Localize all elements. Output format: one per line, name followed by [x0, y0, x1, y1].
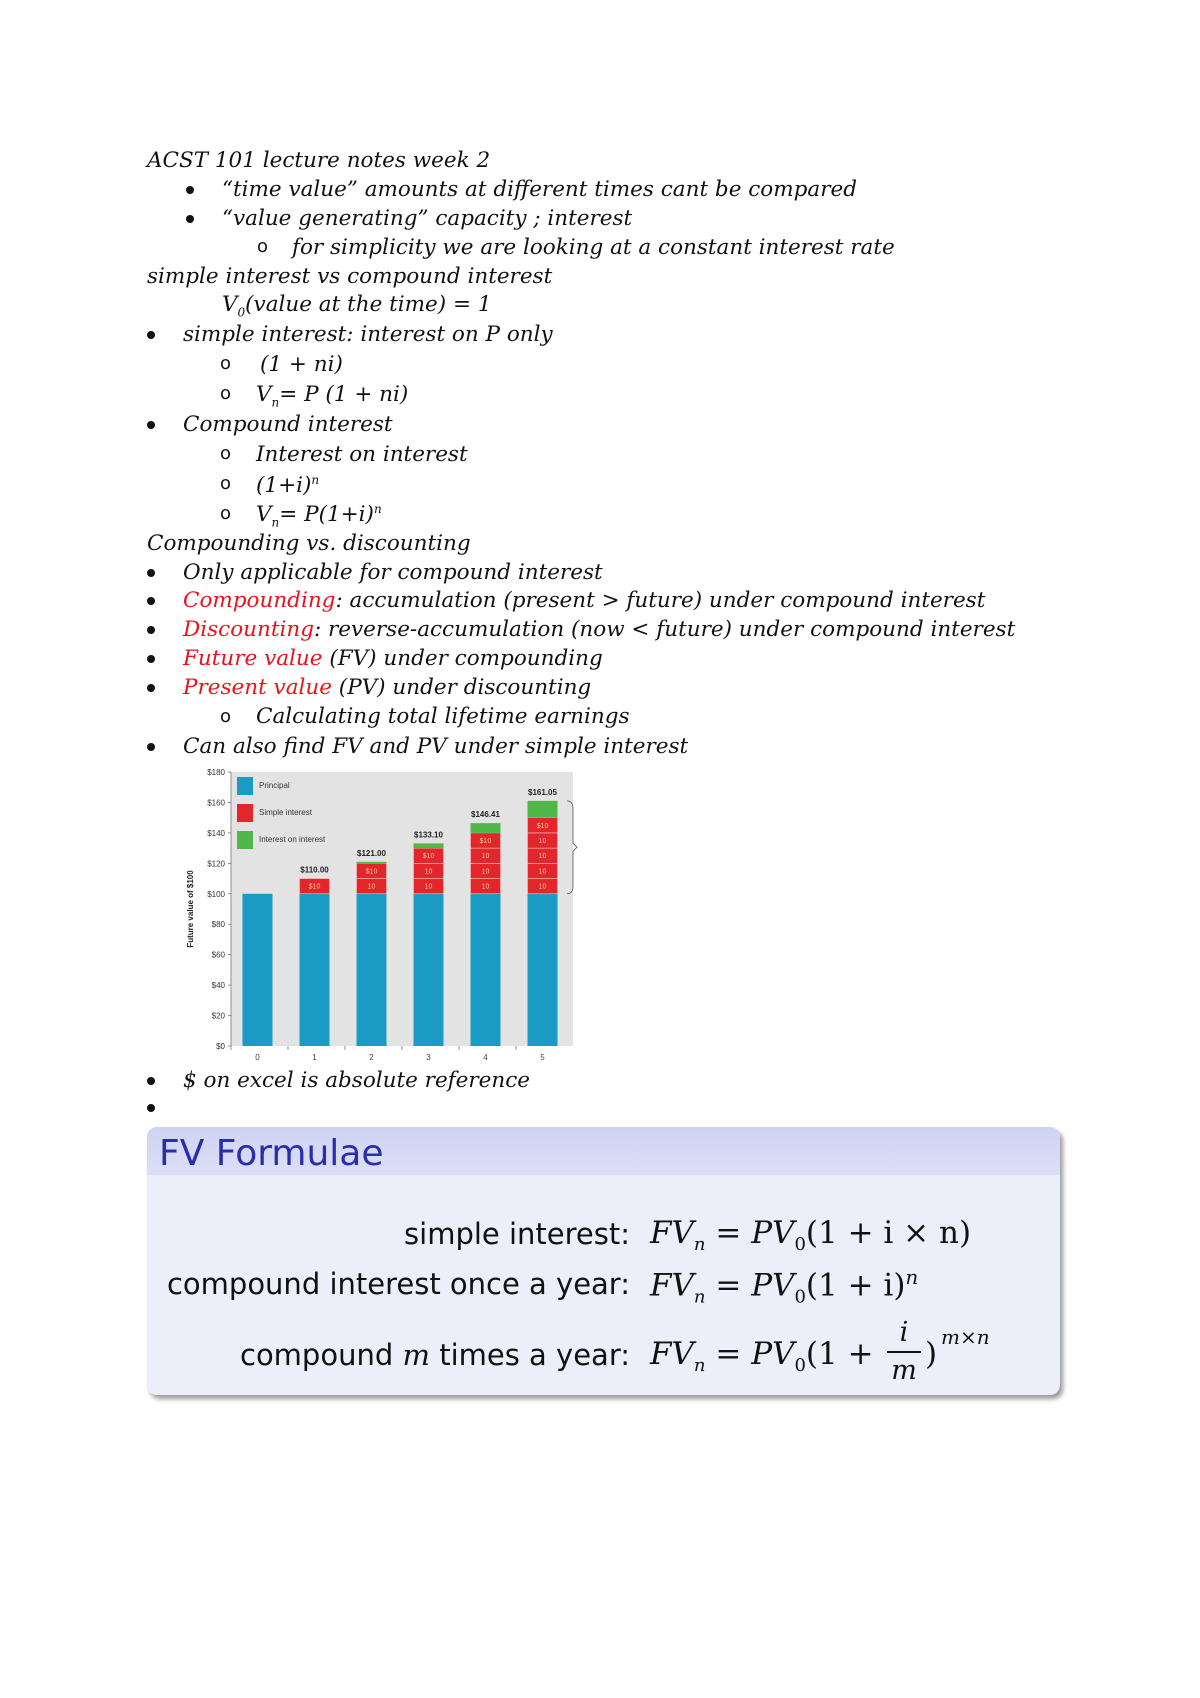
segment-label: 10	[481, 853, 490, 861]
x-tick-label: 5	[540, 1053, 545, 1062]
section-compounding-vs-discounting: Compounding vs. discounting	[147, 531, 471, 556]
bullet-dot	[147, 331, 155, 339]
note-lifetime-earnings: Calculating total lifetime earnings	[256, 704, 630, 729]
note-discounting: Discounting: reverse-accumulation (now < future) under compound interest	[183, 617, 1016, 642]
fraction-numerator: i	[899, 1317, 909, 1348]
fv-formula-compound-annual: $FV_n = PV_0(1 + i)^n$	[650, 1265, 919, 1308]
bar-interest-on-interest	[414, 843, 444, 848]
future-value-chart	[183, 764, 583, 1064]
segment-label: 10	[424, 883, 433, 891]
fv-formula-compound-m: $FV_n = PV_0(1$ +	[650, 1336, 874, 1377]
bullet-dot	[147, 1077, 155, 1085]
sub-bullet-circle: o	[220, 473, 232, 494]
note-present-value: Present value (PV) under discounting	[183, 675, 592, 700]
legend-swatch	[237, 831, 253, 849]
bullet-dot	[147, 626, 155, 634]
bar-principal	[357, 894, 387, 1046]
segment-label: 10	[424, 868, 433, 876]
segment-label: 10	[538, 868, 547, 876]
fv-closing-paren: )	[925, 1336, 938, 1372]
bar-interest-on-interest	[471, 823, 501, 833]
sub-bullet-circle: o	[220, 503, 232, 524]
segment-label: 10	[481, 868, 490, 876]
note-value-generating: “value generating” capacity ; interest	[222, 206, 633, 231]
note-simple-formula-1: (1 + ni)	[260, 352, 343, 377]
segment-label: $10	[308, 883, 321, 891]
fv-label-compound-annual: compound interest once a year:	[166, 1267, 630, 1301]
bar-principal	[414, 894, 444, 1046]
segment-label: 10	[481, 883, 490, 891]
y-tick-label: $140	[207, 828, 225, 838]
segment-label: $10	[536, 822, 549, 830]
segment-label: 10	[538, 883, 547, 891]
bullet-dot	[147, 569, 155, 577]
segment-label: $10	[365, 868, 378, 876]
legend-swatch	[237, 777, 253, 795]
bullet-dot	[147, 655, 155, 663]
bar-total-label: $161.05	[528, 787, 557, 797]
y-tick-label: $20	[211, 1011, 225, 1021]
y-tick-label: $100	[207, 889, 225, 899]
fraction-denominator: m	[891, 1355, 917, 1386]
note-compounding: Compounding: accumulation (present > future) under compound interest	[183, 588, 986, 613]
y-tick-label: $120	[207, 859, 225, 869]
note-compound-formula-1: $(1+i)^n$	[256, 473, 320, 499]
legend-label: Simple interest	[259, 808, 312, 817]
sub-bullet-circle: o	[220, 706, 232, 727]
note-v0: $V_0(value$ at the time) = 1	[222, 292, 492, 320]
bullet-dot	[147, 1104, 155, 1112]
note-compound-formula-2: $V_n= P(1+i)^n$	[256, 502, 382, 530]
y-tick-label: $80	[211, 920, 225, 930]
note-time-value: “time value” amounts at different times cant be compared	[222, 177, 857, 202]
y-tick-label: $40	[211, 981, 225, 991]
note-simple-interest: simple interest: interest on P only	[183, 322, 553, 347]
notes-title: ACST 101 lecture notes week 2	[147, 148, 491, 173]
segment-label: 10	[367, 883, 376, 891]
fv-formula-simple: $FV_n = PV_0(1 + i \times n)$	[650, 1215, 972, 1256]
legend-label: Principal	[259, 781, 290, 790]
segment-label: $10	[479, 838, 492, 845]
segment-label: 10	[538, 853, 547, 861]
x-tick-label: 1	[312, 1053, 317, 1062]
bullet-dot	[186, 186, 194, 194]
bar-total-label: $110.00	[300, 865, 329, 875]
note-future-value: Future value (FV) under compounding	[183, 646, 603, 671]
chart-svg	[183, 764, 583, 1064]
bar-total-label: $133.10	[414, 830, 443, 840]
fv-label-compound-m: compound m times a year:	[240, 1338, 630, 1372]
fraction-bar	[887, 1351, 921, 1353]
y-tick-label: $160	[207, 798, 225, 808]
section-simple-vs-compound: simple interest vs compound interest	[147, 264, 553, 289]
x-tick-label: 0	[255, 1053, 260, 1062]
segment-label: 10	[538, 838, 547, 845]
sub-bullet-circle: o	[220, 353, 232, 374]
note-only-compound: Only applicable for compound interest	[183, 560, 603, 585]
fv-exponent-mn: m×n	[941, 1325, 990, 1349]
legend-swatch	[237, 804, 253, 822]
fv-fraction	[885, 1317, 923, 1387]
y-tick-label: $180	[207, 768, 225, 777]
fv-formulae-box	[147, 1127, 1060, 1395]
y-tick-label: $60	[211, 950, 225, 960]
bar-principal	[528, 894, 558, 1046]
sub-bullet-circle: o	[220, 383, 232, 404]
note-constant-rate: for simplicity we are looking at a constant interest rate	[292, 235, 895, 260]
bar-interest-on-interest	[528, 801, 558, 818]
bar-interest-on-interest	[357, 862, 387, 864]
bullet-dot	[147, 421, 155, 429]
y-tick-label: $0	[216, 1042, 225, 1051]
bar-total-label: $121.00	[357, 848, 386, 858]
segment-label: $10	[422, 853, 435, 861]
x-tick-label: 3	[426, 1053, 431, 1062]
x-tick-label: 2	[369, 1053, 374, 1062]
sub-bullet-circle: o	[220, 443, 232, 464]
bullet-dot	[147, 597, 155, 605]
note-excel-absolute: $ on excel is absolute reference	[183, 1068, 530, 1093]
y-axis-label: Future value of $100	[186, 870, 195, 948]
note-interest-on-interest: Interest on interest	[256, 442, 468, 467]
x-tick-label: 4	[483, 1053, 488, 1062]
legend-label: Interest on interest	[259, 835, 326, 844]
bullet-dot	[147, 684, 155, 692]
bar-total-label: $146.41	[471, 810, 500, 820]
fv-label-simple: simple interest:	[404, 1217, 630, 1251]
bar-principal	[471, 894, 501, 1046]
note-fv-pv-simple: Can also find FV and PV under simple interest	[183, 734, 689, 759]
fv-formulae-title: FV Formulae	[159, 1133, 384, 1174]
bullet-dot	[186, 215, 194, 223]
note-compound-interest: Compound interest	[183, 412, 393, 437]
bar-principal	[300, 894, 330, 1046]
bar-principal	[243, 894, 273, 1046]
bullet-dot	[147, 743, 155, 751]
sub-bullet-circle: o	[257, 236, 269, 257]
note-simple-formula-2: $V_n= P$ (1 + ni)	[256, 382, 409, 410]
